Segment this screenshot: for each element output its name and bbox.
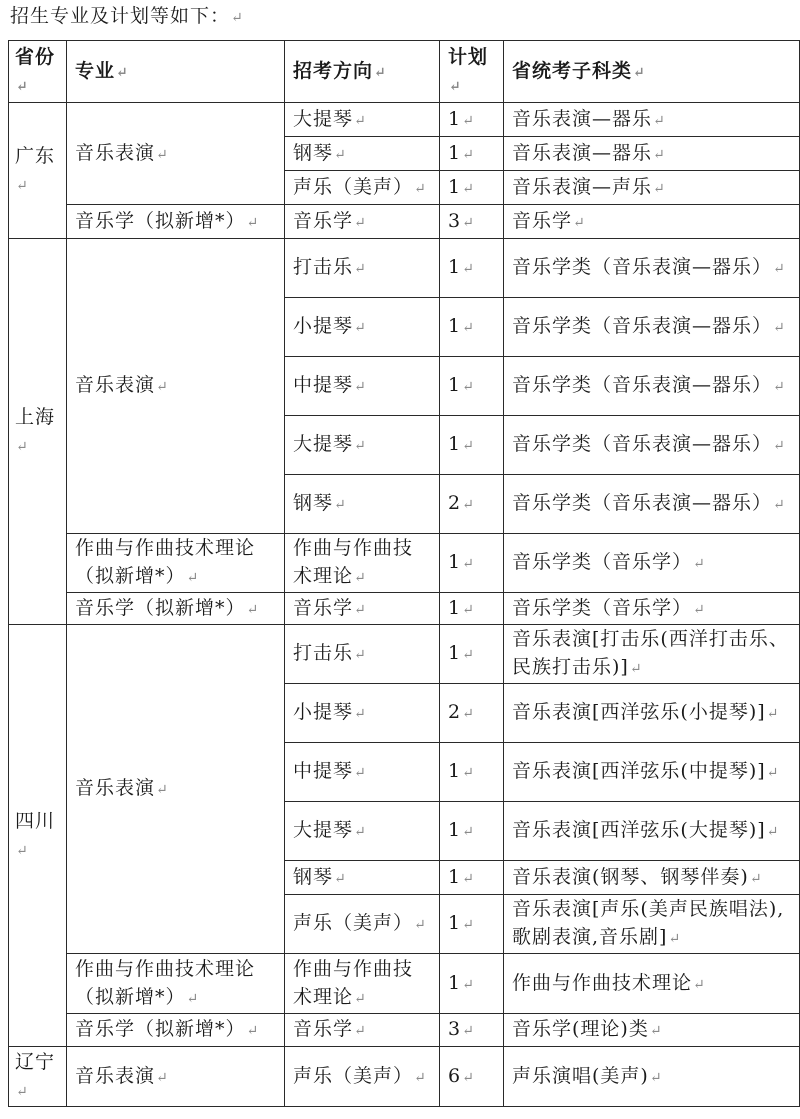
direction-cell: 打击乐↵ [285,239,440,298]
category-cell: 音乐表演[声乐(美声民族唱法),歌剧表演,音乐剧]↵ [504,895,800,954]
header-plan: 计划↵ [440,41,504,103]
category-cell: 音乐学类（音乐表演—器乐）↵ [504,298,800,357]
direction-cell: 作曲与作曲技术理论↵ [285,534,440,593]
category-cell: 音乐表演[西洋弦乐(中提琴)]↵ [504,743,800,802]
table-row [9,103,800,137]
major-cell: 音乐表演↵ [67,103,285,205]
category-cell: 音乐学类（音乐学）↵ [504,534,800,593]
plan-cell: 1↵ [440,895,504,954]
header-major: 专业↵ [67,41,285,103]
plan-cell: 1↵ [440,137,504,171]
category-cell: 音乐学(理论)类↵ [504,1014,800,1047]
plan-cell: 1↵ [440,534,504,593]
category-cell: 音乐表演[打击乐(西洋打击乐、民族打击乐)]↵ [504,625,800,684]
direction-cell: 钢琴↵ [285,861,440,895]
category-cell: 音乐表演—声乐↵ [504,171,800,205]
plan-cell: 3↵ [440,1014,504,1047]
table-row [9,1047,800,1107]
admission-plan-table [8,40,800,1107]
major-cell: 音乐学（拟新增*）↵ [67,205,285,239]
plan-cell: 2↵ [440,684,504,743]
plan-cell: 1↵ [440,416,504,475]
category-cell: 音乐学类（音乐表演—器乐）↵ [504,416,800,475]
plan-cell: 1↵ [440,802,504,861]
category-cell: 音乐学类（音乐表演—器乐）↵ [504,475,800,534]
plan-cell: 1↵ [440,239,504,298]
province-sichuan: 四川↵ [9,625,67,1047]
intro-text: 招生专业及计划等如下：↵ [10,5,243,27]
plan-cell: 1↵ [440,625,504,684]
direction-cell: 音乐学↵ [285,593,440,625]
province-liaoning: 辽宁↵ [9,1047,67,1107]
table-row [9,239,800,298]
plan-cell: 1↵ [440,171,504,205]
plan-cell: 1↵ [440,103,504,137]
direction-cell: 钢琴↵ [285,475,440,534]
plan-cell: 1↵ [440,954,504,1014]
plan-cell: 3↵ [440,205,504,239]
table-row [9,205,800,239]
direction-cell: 声乐（美声）↵ [285,1047,440,1107]
direction-cell: 音乐学↵ [285,1014,440,1047]
category-cell: 音乐学↵ [504,205,800,239]
category-cell: 音乐表演—器乐↵ [504,103,800,137]
direction-cell: 声乐（美声）↵ [285,895,440,954]
direction-cell: 中提琴↵ [285,357,440,416]
major-cell: 音乐学（拟新增*）↵ [67,593,285,625]
category-cell: 音乐表演—器乐↵ [504,137,800,171]
direction-cell: 大提琴↵ [285,802,440,861]
major-cell: 音乐学（拟新增*）↵ [67,1014,285,1047]
header-direction: 招考方向↵ [285,41,440,103]
category-cell: 音乐表演[西洋弦乐(小提琴)]↵ [504,684,800,743]
plan-cell: 1↵ [440,593,504,625]
plan-cell: 1↵ [440,357,504,416]
table-row [9,593,800,625]
plan-cell: 1↵ [440,743,504,802]
category-cell: 音乐学类（音乐学）↵ [504,593,800,625]
category-cell: 声乐演唱(美声)↵ [504,1047,800,1107]
category-cell: 音乐学类（音乐表演—器乐）↵ [504,357,800,416]
plan-cell: 6↵ [440,1047,504,1107]
direction-cell: 作曲与作曲技术理论↵ [285,954,440,1014]
category-cell: 作曲与作曲技术理论↵ [504,954,800,1014]
table-row [9,625,800,684]
direction-cell: 打击乐↵ [285,625,440,684]
direction-cell: 音乐学↵ [285,205,440,239]
direction-cell: 声乐（美声）↵ [285,171,440,205]
major-cell: 音乐表演↵ [67,239,285,534]
header-category: 省统考子科类↵ [504,41,800,103]
direction-cell: 钢琴↵ [285,137,440,171]
province-guangdong: 广东↵ [9,103,67,239]
plan-cell: 1↵ [440,298,504,357]
table-row [9,534,800,593]
major-cell: 音乐表演↵ [67,625,285,954]
direction-cell: 小提琴↵ [285,684,440,743]
header-province: 省份↵ [9,41,67,103]
category-cell: 音乐表演(钢琴、钢琴伴奏)↵ [504,861,800,895]
category-cell: 音乐学类（音乐表演—器乐）↵ [504,239,800,298]
plan-cell: 2↵ [440,475,504,534]
plan-cell: 1↵ [440,861,504,895]
category-cell: 音乐表演[西洋弦乐(大提琴)]↵ [504,802,800,861]
direction-cell: 小提琴↵ [285,298,440,357]
table-row [9,1014,800,1047]
direction-cell: 大提琴↵ [285,416,440,475]
table-row [9,954,800,1014]
major-cell: 音乐表演↵ [67,1047,285,1107]
direction-cell: 中提琴↵ [285,743,440,802]
major-cell: 作曲与作曲技术理论（拟新增*）↵ [67,534,285,593]
major-cell: 作曲与作曲技术理论（拟新增*）↵ [67,954,285,1014]
table-header-row [9,41,800,103]
direction-cell: 大提琴↵ [285,103,440,137]
province-shanghai: 上海↵ [9,239,67,625]
